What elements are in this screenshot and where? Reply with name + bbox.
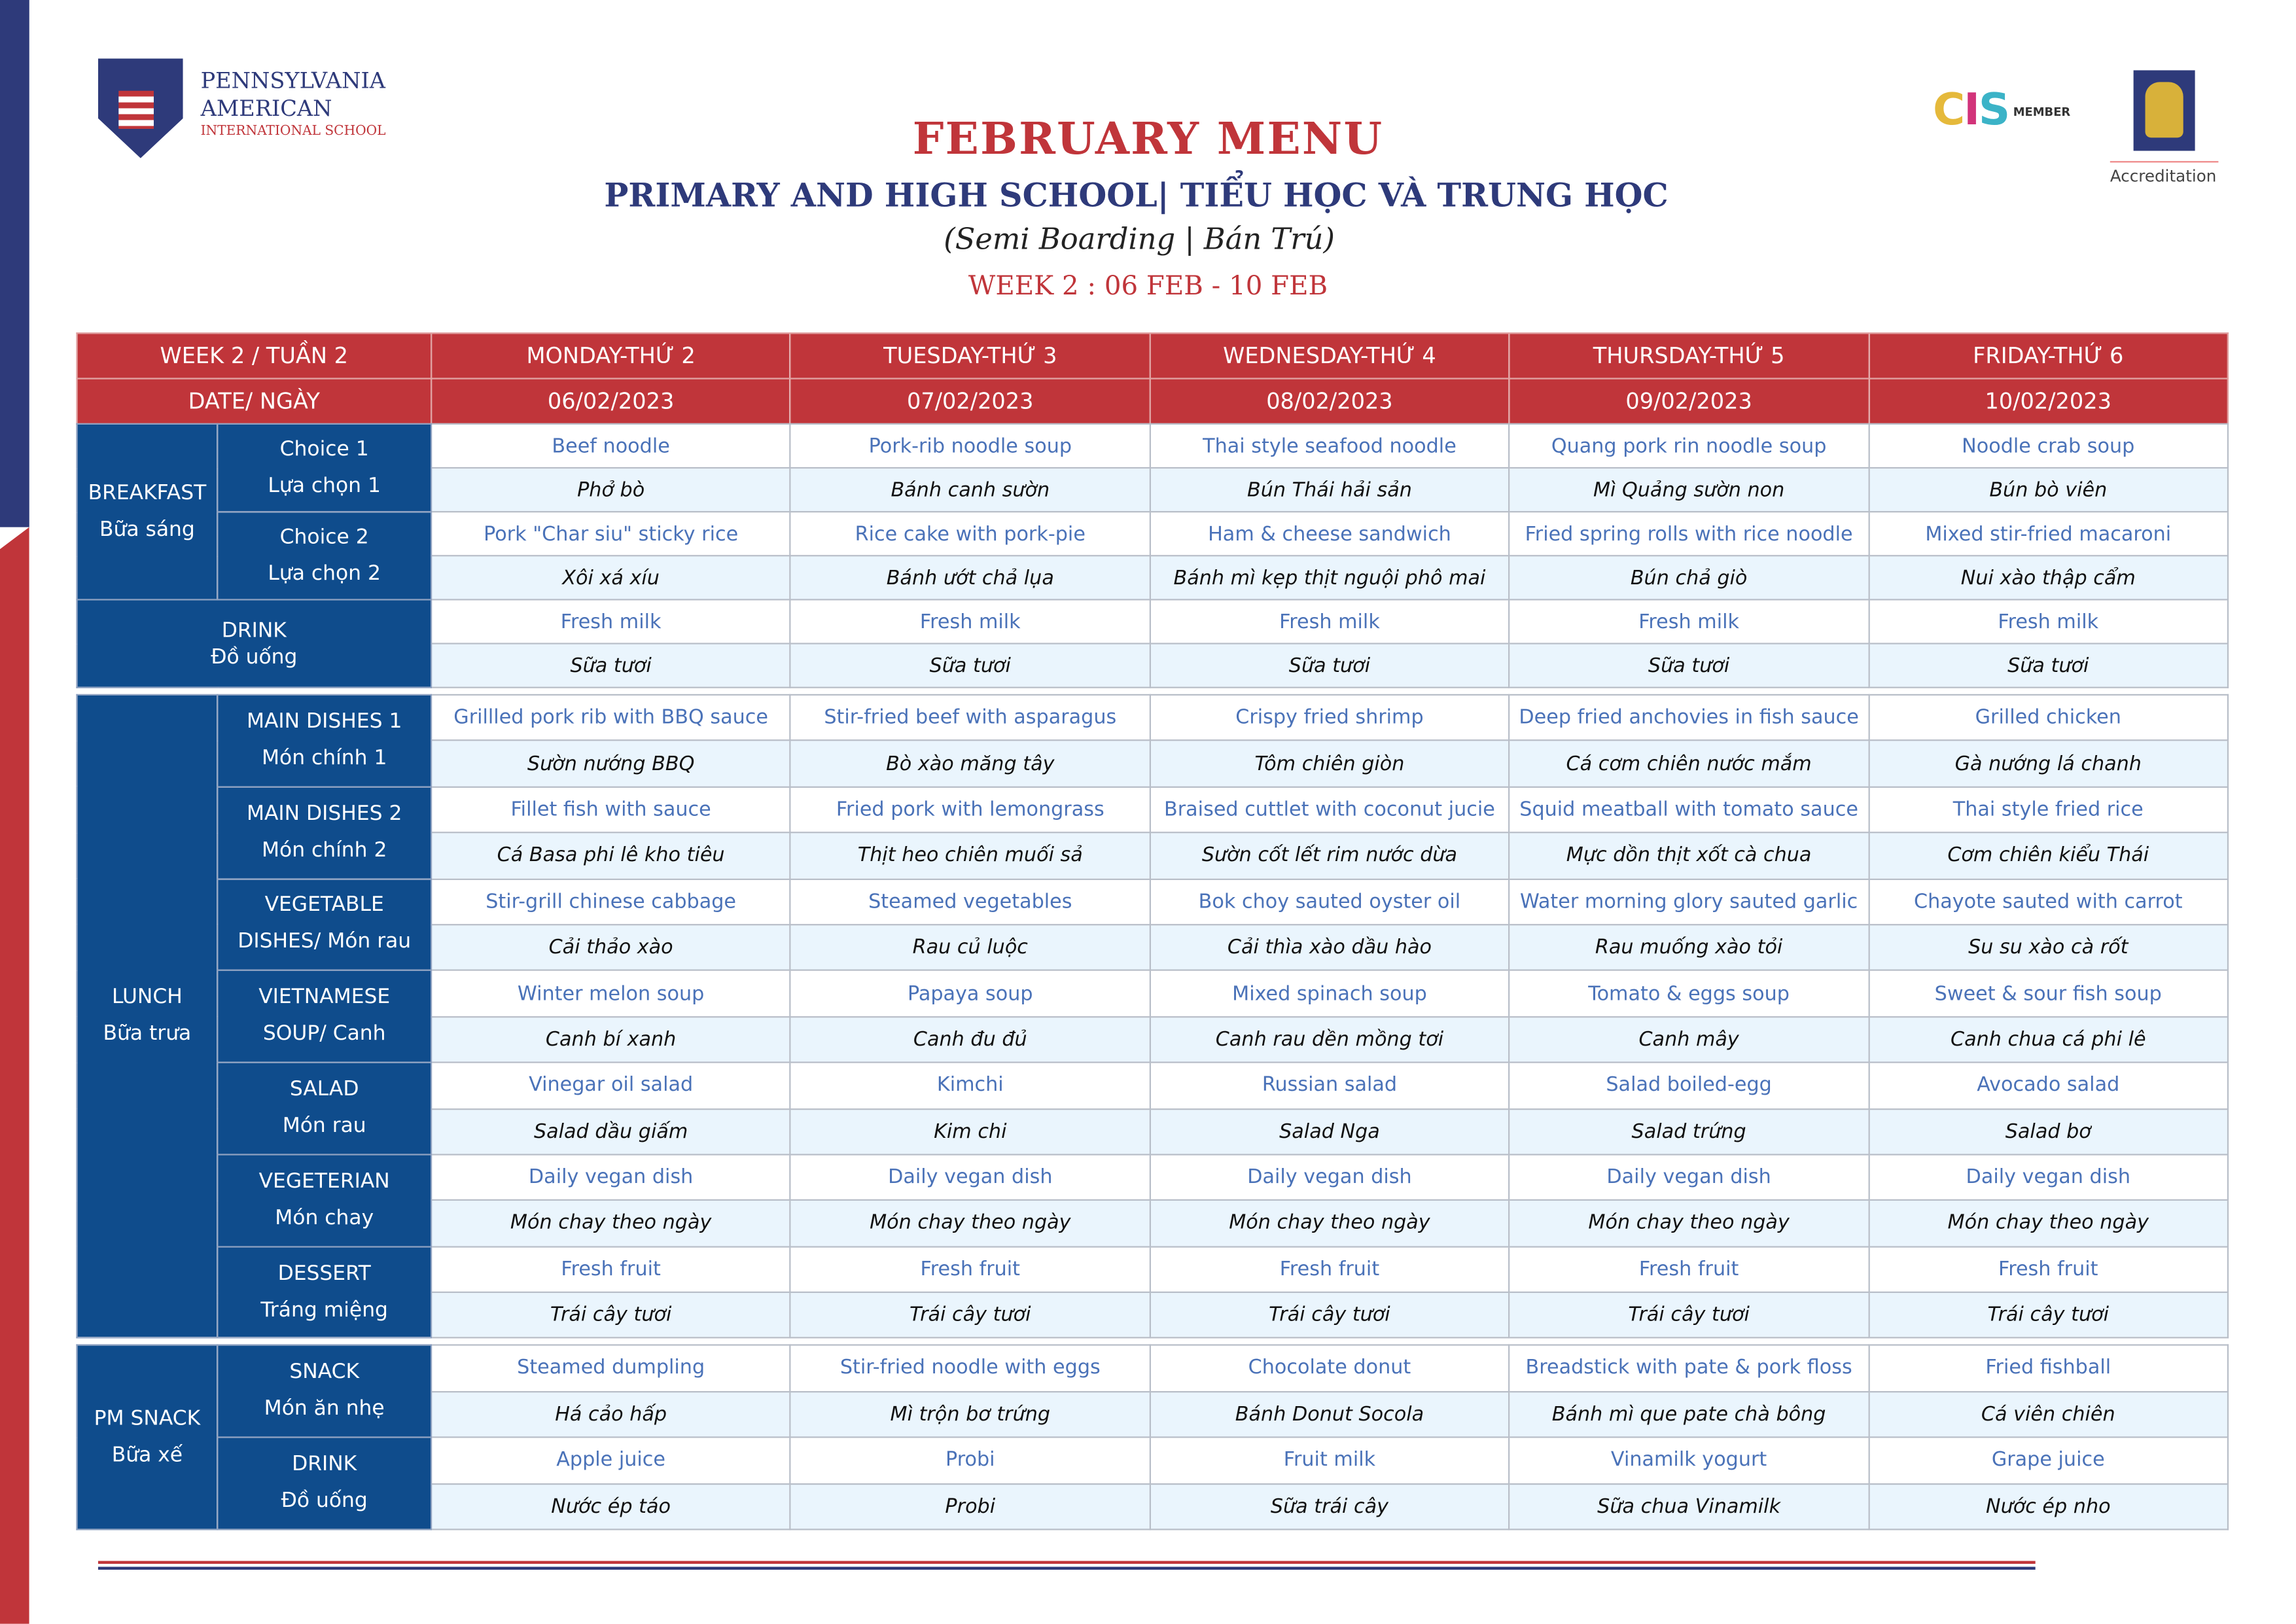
dish-english: Fresh fruit bbox=[1150, 1246, 1509, 1292]
dish-english: Bok choy sauted oyster oil bbox=[1150, 879, 1509, 925]
date-header: 06/02/2023 bbox=[431, 378, 790, 423]
dish-vietnamese: Cá viên chiên bbox=[1869, 1391, 2228, 1437]
dish-vietnamese: Sườn cốt lết rim nước dừa bbox=[1150, 833, 1509, 879]
dish-vietnamese: Món chay theo ngày bbox=[1869, 1201, 2228, 1246]
dish-vietnamese: Bún chả giò bbox=[1510, 556, 1869, 599]
dish-vietnamese: Canh đu đủ bbox=[790, 1017, 1150, 1063]
dish-vietnamese: Sữa tươi bbox=[1869, 644, 2228, 688]
date-header: 10/02/2023 bbox=[1869, 378, 2228, 423]
side-strip-navy bbox=[0, 0, 29, 527]
group-label: VIETNAMESE SOUP/ Canh bbox=[217, 970, 431, 1062]
dish-vietnamese: Canh mây bbox=[1510, 1017, 1869, 1063]
dish-english: Fried pork with lemongrass bbox=[790, 786, 1150, 832]
dish-english: Quang pork rin noodle soup bbox=[1510, 424, 1869, 468]
dish-vietnamese: Kim chi bbox=[790, 1108, 1150, 1154]
dish-english: Fresh milk bbox=[1510, 599, 1869, 643]
dish-vietnamese: Nước ép nho bbox=[1869, 1483, 2228, 1529]
dish-english: Stir-fried beef with asparagus bbox=[790, 695, 1150, 741]
dish-vietnamese: Món chay theo ngày bbox=[790, 1201, 1150, 1246]
group-label: Choice 2 Lựa chọn 2 bbox=[217, 512, 431, 599]
boarding-label: (Semi Boarding | Bán Trú) bbox=[944, 221, 1335, 256]
menu-section-table bbox=[76, 423, 2229, 688]
dish-english: Fresh fruit bbox=[431, 1246, 790, 1292]
dish-english: Chocolate donut bbox=[1150, 1345, 1509, 1391]
dish-vietnamese: Mì trộn bơ trứng bbox=[790, 1391, 1150, 1437]
dish-english: Mixed stir-fried macaroni bbox=[1869, 512, 2228, 556]
dish-vietnamese: Salad Nga bbox=[1150, 1108, 1509, 1154]
dish-english: Stir-grill chinese cabbage bbox=[431, 879, 790, 925]
dish-english: Fresh milk bbox=[1869, 599, 2228, 643]
dish-english: Grape juice bbox=[1869, 1437, 2228, 1483]
menu-section-table bbox=[76, 694, 2229, 1339]
dish-english: Russian salad bbox=[1150, 1063, 1509, 1108]
dish-vietnamese: Su su xào cà rốt bbox=[1869, 925, 2228, 970]
dish-vietnamese: Sữa chua Vinamilk bbox=[1510, 1483, 1869, 1529]
day-header: MONDAY-THỨ 2 bbox=[431, 333, 790, 378]
section-label: PM SNACK Bữa xế bbox=[77, 1345, 217, 1530]
dish-english: Steamed dumpling bbox=[431, 1345, 790, 1391]
menu-section-table bbox=[76, 1344, 2229, 1530]
dish-english: Ham & cheese sandwich bbox=[1150, 512, 1509, 556]
dish-english: Mixed spinach soup bbox=[1150, 970, 1509, 1016]
dish-vietnamese: Trái cây tươi bbox=[1869, 1292, 2228, 1338]
dish-english: Papaya soup bbox=[790, 970, 1150, 1016]
dish-vietnamese: Cải thảo xào bbox=[431, 925, 790, 970]
footer-line-navy bbox=[98, 1567, 2036, 1570]
dish-english: Kimchi bbox=[790, 1063, 1150, 1108]
dish-english: Chayote sauted with carrot bbox=[1869, 879, 2228, 925]
dish-vietnamese: Thịt heo chiên muối sả bbox=[790, 833, 1150, 879]
dish-vietnamese: Sữa tươi bbox=[1150, 644, 1509, 688]
menu-row-english bbox=[77, 599, 2227, 643]
dish-english: Tomato & eggs soup bbox=[1510, 970, 1869, 1016]
dish-vietnamese: Nước ép táo bbox=[431, 1483, 790, 1529]
date-header: 08/02/2023 bbox=[1150, 378, 1509, 423]
school-name-line2: AMERICAN bbox=[200, 95, 332, 122]
dish-vietnamese: Probi bbox=[790, 1483, 1150, 1529]
dish-vietnamese: Cá cơm chiên nước mắm bbox=[1510, 741, 1869, 786]
dish-vietnamese: Sữa tươi bbox=[431, 644, 790, 688]
dish-english: Winter melon soup bbox=[431, 970, 790, 1016]
dish-english: Deep fried anchovies in fish sauce bbox=[1510, 695, 1869, 741]
dish-vietnamese: Sữa tươi bbox=[790, 644, 1150, 688]
dish-vietnamese: Sườn nướng BBQ bbox=[431, 741, 790, 786]
page-subtitle: PRIMARY AND HIGH SCHOOL| TIỂU HỌC VÀ TRUNG HỌC bbox=[604, 177, 1669, 215]
school-name-line3: INTERNATIONAL SCHOOL bbox=[200, 124, 386, 139]
dish-vietnamese: Bánh ướt chả lụa bbox=[790, 556, 1150, 599]
day-header: WEDNESDAY-THỨ 4 bbox=[1150, 333, 1509, 378]
group-label: Choice 1 Lựa chọn 1 bbox=[217, 424, 431, 512]
group-label: VEGETABLE DISHES/ Món rau bbox=[217, 879, 431, 970]
dish-english: Steamed vegetables bbox=[790, 879, 1150, 925]
week-range: WEEK 2 : 06 FEB - 10 FEB bbox=[968, 271, 1328, 302]
dish-english: Fresh fruit bbox=[1510, 1246, 1869, 1292]
dish-english: Fresh fruit bbox=[1869, 1246, 2228, 1292]
dish-english: Beef noodle bbox=[431, 424, 790, 468]
dish-vietnamese: Cơm chiên kiểu Thái bbox=[1869, 833, 2228, 879]
dish-vietnamese: Bánh Donut Socola bbox=[1150, 1391, 1509, 1437]
section-label: LUNCH Bữa trưa bbox=[77, 695, 217, 1338]
dish-english: Pork-rib noodle soup bbox=[790, 424, 1150, 468]
dish-vietnamese: Món chay theo ngày bbox=[431, 1201, 790, 1246]
group-label: MAIN DISHES 1 Món chính 1 bbox=[217, 695, 431, 786]
day-header: TUESDAY-THỨ 3 bbox=[790, 333, 1150, 378]
dish-english: Grilled chicken bbox=[1869, 695, 2228, 741]
dish-vietnamese: Trái cây tươi bbox=[1510, 1292, 1869, 1338]
dish-english: Fresh milk bbox=[790, 599, 1150, 643]
dish-english: Fresh fruit bbox=[790, 1246, 1150, 1292]
dish-vietnamese: Món chay theo ngày bbox=[1150, 1201, 1509, 1246]
dish-english: Fried fishball bbox=[1869, 1345, 2228, 1391]
dish-english: Vinamilk yogurt bbox=[1510, 1437, 1869, 1483]
dish-english: Vinegar oil salad bbox=[431, 1063, 790, 1108]
menu-row-english bbox=[77, 1154, 2227, 1200]
group-label: SNACK Món ăn nhẹ bbox=[217, 1345, 431, 1438]
dish-vietnamese: Bánh mì que pate chà bông bbox=[1510, 1391, 1869, 1437]
menu-row-english bbox=[77, 786, 2227, 832]
dish-english: Fresh milk bbox=[1150, 599, 1509, 643]
dish-vietnamese: Salad bơ bbox=[1869, 1108, 2228, 1154]
dish-vietnamese: Bún Thái hải sản bbox=[1150, 468, 1509, 512]
menu-row-english bbox=[77, 695, 2227, 741]
dish-vietnamese: Mì Quảng sườn non bbox=[1510, 468, 1869, 512]
dish-english: Daily vegan dish bbox=[1510, 1154, 1869, 1200]
dish-vietnamese: Trái cây tươi bbox=[1150, 1292, 1509, 1338]
dish-english: Fruit milk bbox=[1150, 1437, 1509, 1483]
date-header: 09/02/2023 bbox=[1510, 378, 1869, 423]
dish-vietnamese: Cải thìa xào dầu hào bbox=[1150, 925, 1509, 970]
section-label: BREAKFAST Bữa sáng bbox=[77, 424, 217, 600]
group-label: DESSERT Tráng miệng bbox=[217, 1246, 431, 1338]
dish-vietnamese: Bánh canh sườn bbox=[790, 468, 1150, 512]
group-label: VEGETERIAN Món chay bbox=[217, 1154, 431, 1246]
dish-english: Daily vegan dish bbox=[1869, 1154, 2228, 1200]
dish-vietnamese: Nui xào thập cẩm bbox=[1869, 556, 2228, 599]
dish-english: Braised cuttlet with coconut jucie bbox=[1150, 786, 1509, 832]
dish-vietnamese: Canh rau dền mồng tơi bbox=[1150, 1017, 1509, 1063]
dish-english: Pork "Char siu" sticky rice bbox=[431, 512, 790, 556]
day-header: THURSDAY-THỨ 5 bbox=[1510, 333, 1869, 378]
dish-english: Daily vegan dish bbox=[790, 1154, 1150, 1200]
dish-vietnamese: Xôi xá xíu bbox=[431, 556, 790, 599]
dish-english: Sweet & sour fish soup bbox=[1869, 970, 2228, 1016]
menu-row-english bbox=[77, 879, 2227, 925]
dish-english: Squid meatball with tomato sauce bbox=[1510, 786, 1869, 832]
footer-line-red bbox=[98, 1561, 2036, 1564]
dish-english: Water morning glory sauted garlic bbox=[1510, 879, 1869, 925]
dish-english: Apple juice bbox=[431, 1437, 790, 1483]
dish-english: Thai style seafood noodle bbox=[1150, 424, 1509, 468]
menu-row-english bbox=[77, 1246, 2227, 1292]
day-header: FRIDAY-THỨ 6 bbox=[1869, 333, 2228, 378]
side-strip-red bbox=[0, 527, 29, 1624]
dish-english: Fresh milk bbox=[431, 599, 790, 643]
group-label: SALAD Món rau bbox=[217, 1063, 431, 1154]
dish-vietnamese: Rau củ luộc bbox=[790, 925, 1150, 970]
menu-row-english bbox=[77, 424, 2227, 468]
dish-vietnamese: Sữa tươi bbox=[1510, 644, 1869, 688]
dish-vietnamese: Phở bò bbox=[431, 468, 790, 512]
dish-english: Fried spring rolls with rice noodle bbox=[1510, 512, 1869, 556]
menu-header-table bbox=[76, 332, 2229, 425]
group-label: DRINK Đồ uống bbox=[217, 1437, 431, 1529]
week-label-cell: WEEK 2 / TUẦN 2 bbox=[77, 333, 431, 378]
dish-vietnamese: Trái cây tươi bbox=[790, 1292, 1150, 1338]
dish-vietnamese: Tôm chiên giòn bbox=[1150, 741, 1509, 786]
dish-vietnamese: Salad trứng bbox=[1510, 1108, 1869, 1154]
dish-vietnamese: Rau muống xào tỏi bbox=[1510, 925, 1869, 970]
menu-row-english bbox=[77, 970, 2227, 1016]
menu-row-english bbox=[77, 1063, 2227, 1108]
dish-vietnamese: Mực dồn thịt xốt cà chua bbox=[1510, 833, 1869, 879]
dish-vietnamese: Trái cây tươi bbox=[431, 1292, 790, 1338]
date-label-cell: DATE/ NGÀY bbox=[77, 378, 431, 423]
dish-english: Stir-fried noodle with eggs bbox=[790, 1345, 1150, 1391]
menu-row-english bbox=[77, 1437, 2227, 1483]
dish-vietnamese: Món chay theo ngày bbox=[1510, 1201, 1869, 1246]
dish-vietnamese: Sữa trái cây bbox=[1150, 1483, 1509, 1529]
date-header: 07/02/2023 bbox=[790, 378, 1150, 423]
dish-vietnamese: Bánh mì kẹp thịt nguội phô mai bbox=[1150, 556, 1509, 599]
dish-vietnamese: Bún bò viên bbox=[1869, 468, 2228, 512]
dish-english: Probi bbox=[790, 1437, 1150, 1483]
dish-vietnamese: Há cảo hấp bbox=[431, 1391, 790, 1437]
group-label: MAIN DISHES 2 Món chính 2 bbox=[217, 786, 431, 878]
dish-vietnamese: Bò xào măng tây bbox=[790, 741, 1150, 786]
dish-english: Noodle crab soup bbox=[1869, 424, 2228, 468]
dish-english: Breadstick with pate & pork floss bbox=[1510, 1345, 1869, 1391]
dish-english: Avocado salad bbox=[1869, 1063, 2228, 1108]
accreditation-badge-icon bbox=[2134, 70, 2195, 150]
dish-english: Daily vegan dish bbox=[431, 1154, 790, 1200]
accreditation-label: Accreditation bbox=[2110, 167, 2217, 186]
dish-vietnamese: Canh bí xanh bbox=[431, 1017, 790, 1063]
dish-english: Fillet fish with sauce bbox=[431, 786, 790, 832]
menu-row-english bbox=[77, 1345, 2227, 1391]
dish-english: Crispy fried shrimp bbox=[1150, 695, 1509, 741]
dish-english: Thai style fried rice bbox=[1869, 786, 2228, 832]
dish-vietnamese: Canh chua cá phi lê bbox=[1869, 1017, 2228, 1063]
school-name-line1: PENNSYLVANIA bbox=[200, 67, 385, 94]
section-label: DRINK Đồ uống bbox=[77, 599, 431, 687]
dish-vietnamese: Gà nướng lá chanh bbox=[1869, 741, 2228, 786]
cis-member-logo: CIS MEMBER bbox=[1933, 84, 2071, 137]
dish-english: Rice cake with pork-pie bbox=[790, 512, 1150, 556]
dish-english: Daily vegan dish bbox=[1150, 1154, 1509, 1200]
dish-vietnamese: Salad dầu giấm bbox=[431, 1108, 790, 1154]
dish-english: Grillled pork rib with BBQ sauce bbox=[431, 695, 790, 741]
menu-row-english bbox=[77, 512, 2227, 556]
dish-english: Salad boiled-egg bbox=[1510, 1063, 1869, 1108]
page-title: FEBRUARY MENU bbox=[912, 114, 1384, 166]
dish-vietnamese: Cá Basa phi lê kho tiêu bbox=[431, 833, 790, 879]
